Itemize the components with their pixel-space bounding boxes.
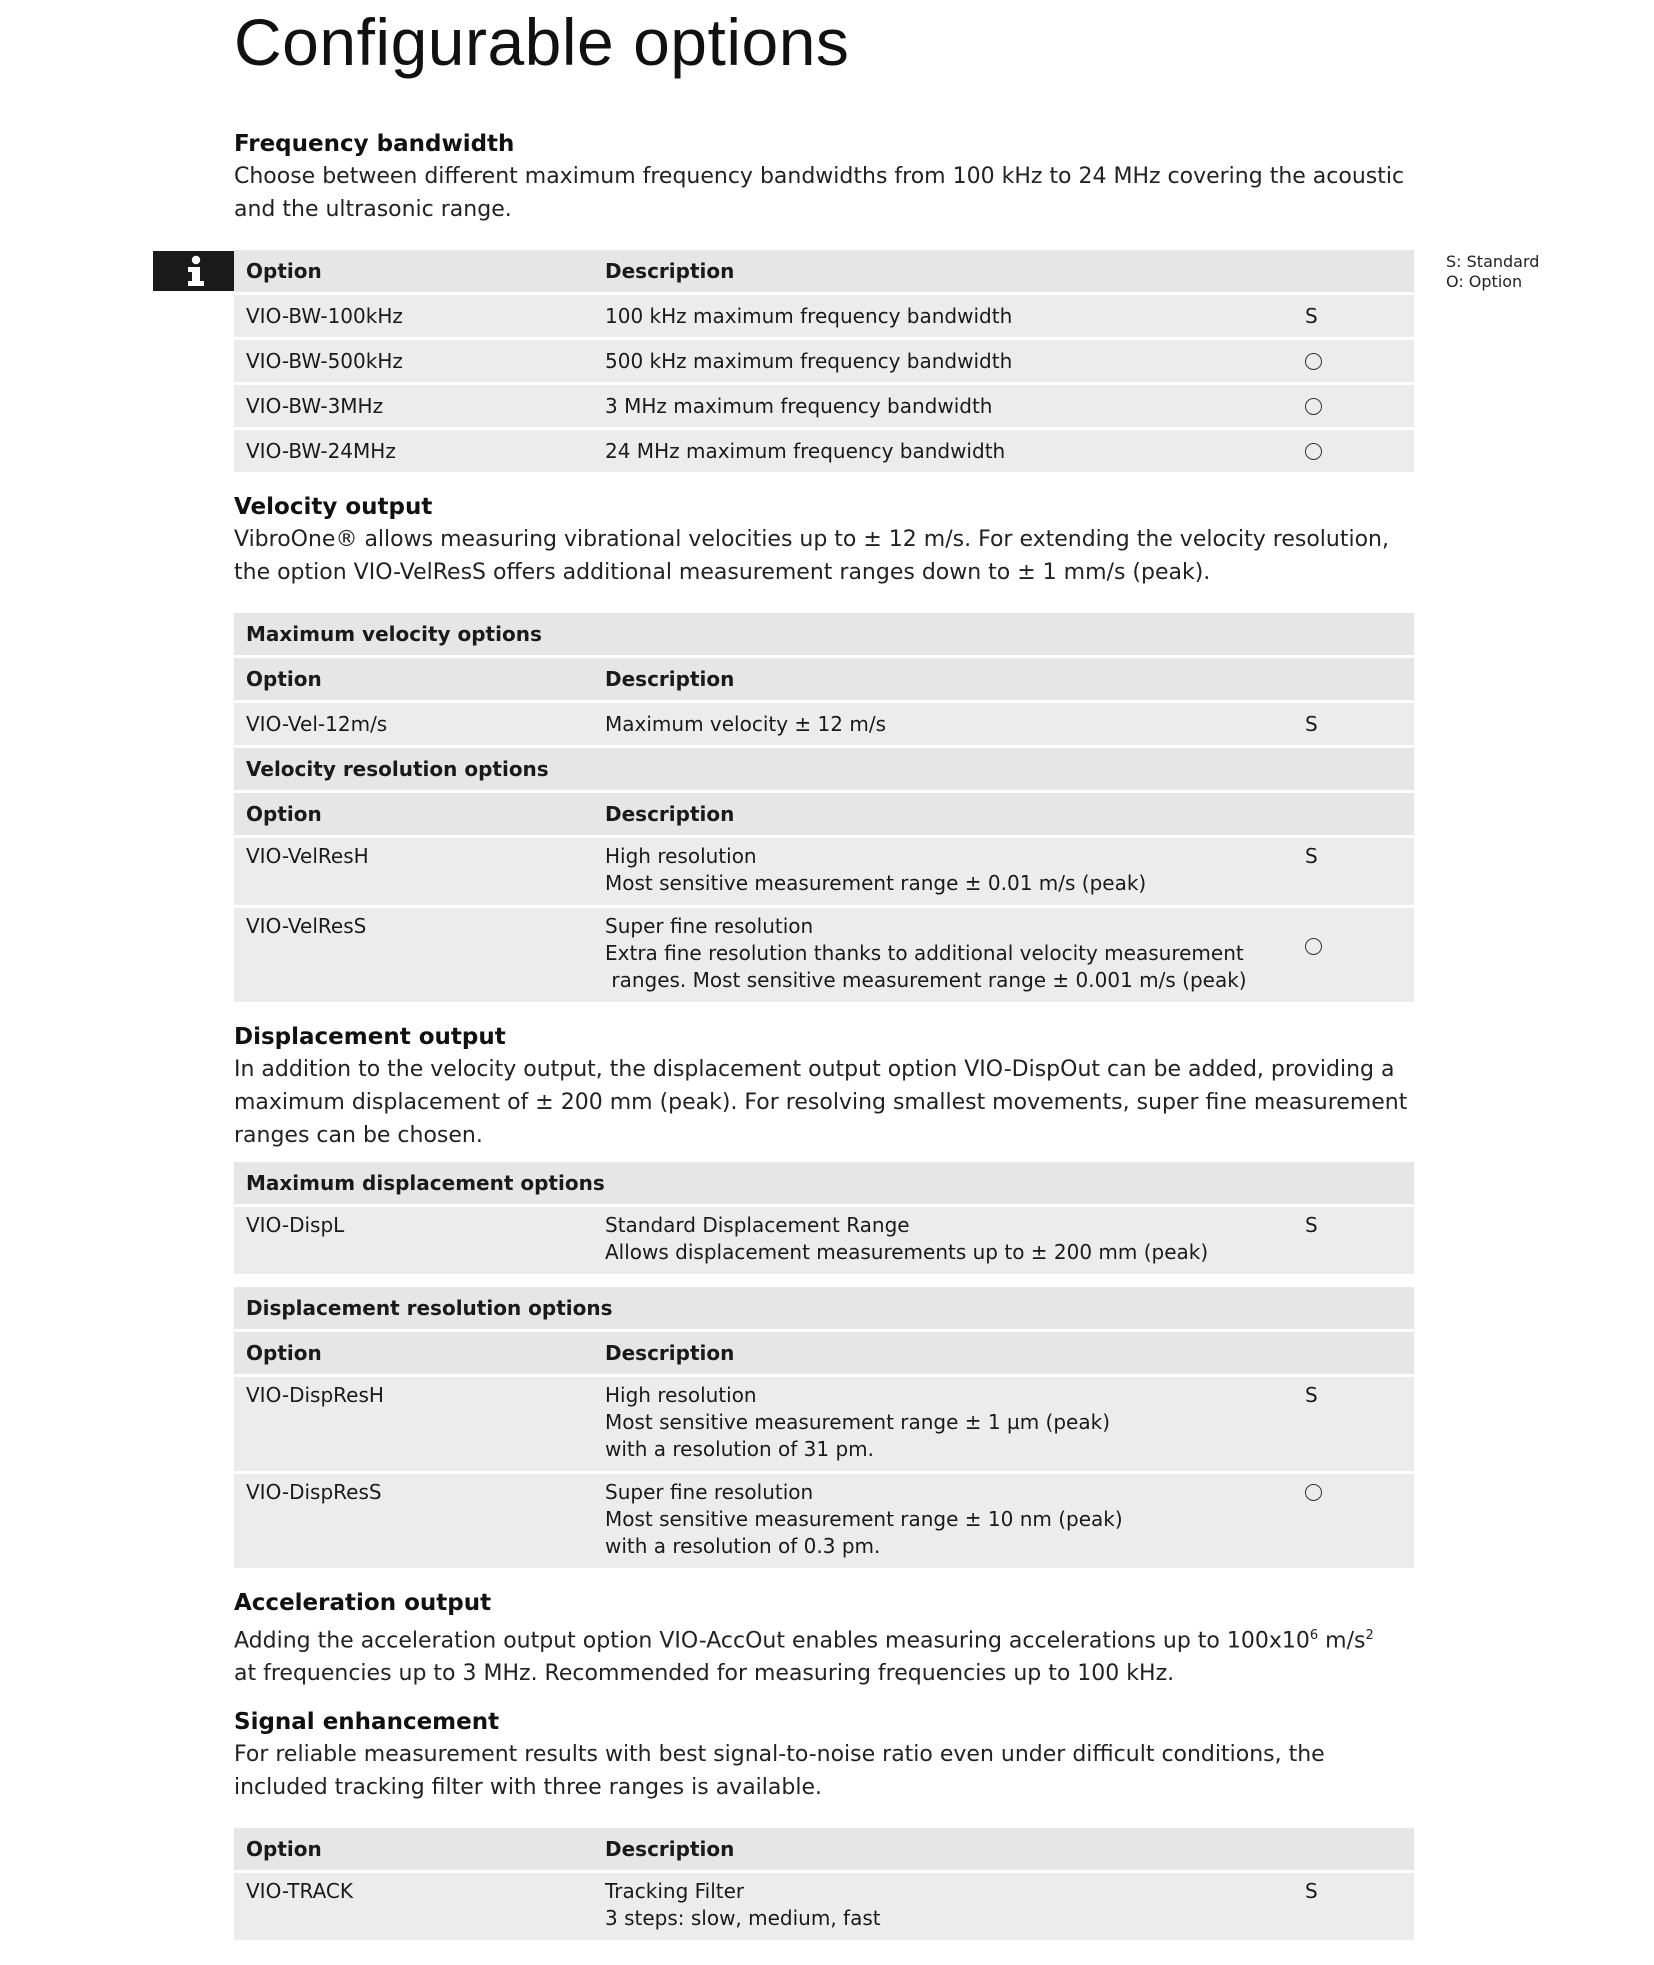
info-badge xyxy=(153,251,236,291)
option-code: VIO-BW-3MHz xyxy=(246,394,384,418)
table-row xyxy=(234,1207,1414,1277)
option-code: VIO-Vel-12m/s xyxy=(246,712,388,736)
table-row xyxy=(234,908,1414,1005)
option-code: VIO-DispL xyxy=(246,1213,345,1237)
option-code: VIO-VelResH xyxy=(246,844,369,868)
description-line: Most sensitive measurement range ± 10 nm (peak) xyxy=(605,1507,1123,1531)
option-description: 500 kHz maximum frequency bandwidth xyxy=(605,349,1013,373)
option-description xyxy=(605,1479,1305,1560)
option-code: VIO-BW-500kHz xyxy=(246,349,403,373)
col-description-header: Description xyxy=(605,1341,735,1365)
description-line: High resolution xyxy=(605,844,757,868)
table-row xyxy=(234,838,1414,908)
standard-flag: S xyxy=(1305,1383,1318,1407)
table-header xyxy=(234,658,1414,703)
table-header xyxy=(234,793,1414,838)
table-row xyxy=(234,1873,1414,1943)
option-code: VIO-DispResS xyxy=(246,1480,382,1504)
col-option-header: Option xyxy=(246,1341,322,1365)
info-icon xyxy=(181,254,211,288)
legend xyxy=(1446,252,1539,292)
signal-heading: Signal enhancement xyxy=(234,1709,500,1736)
displacement-resolution-group: Displacement resolution options xyxy=(234,1287,1414,1332)
standard-flag: S xyxy=(1305,1213,1318,1237)
standard-flag: S xyxy=(1305,712,1318,736)
col-description-header: Description xyxy=(605,259,735,283)
table-header xyxy=(234,1828,1414,1873)
description-line: Super fine resolution xyxy=(605,1480,814,1504)
legend-standard: S: Standard xyxy=(1446,252,1540,271)
option-description xyxy=(605,843,1305,897)
frequency-heading: Frequency bandwidth xyxy=(234,131,515,157)
col-option-header: Option xyxy=(246,259,322,283)
description-line: Super fine resolution xyxy=(605,914,814,938)
description-line: Extra fine resolution thanks to additional velocity measurement xyxy=(605,941,1244,965)
option-description xyxy=(605,1878,1305,1932)
frequency-text: Choose between different maximum frequency bandwidths from 100 kHz to 24 MHz covering the acoustic and the ultrasonic range. xyxy=(234,164,1405,222)
velocity-table xyxy=(234,613,1414,1005)
max-displacement-group: Maximum displacement options xyxy=(234,1162,1414,1207)
table-row xyxy=(234,385,1414,430)
option-description: Maximum velocity ± 12 m/s xyxy=(605,712,886,736)
col-option-header: Option xyxy=(246,802,322,826)
description-line: Allows displacement measurements up to ± 200 mm (peak) xyxy=(605,1240,1209,1264)
option-circle-icon xyxy=(1305,398,1322,415)
col-option-header: Option xyxy=(246,1837,322,1862)
frequency-table xyxy=(234,250,1414,475)
option-code: VIO-VelResS xyxy=(246,914,367,938)
option-flag xyxy=(1305,340,1414,382)
table-row xyxy=(234,1377,1414,1474)
table-row xyxy=(234,430,1414,475)
option-code: VIO-DispResH xyxy=(246,1383,384,1407)
description-line: Tracking Filter xyxy=(605,1879,745,1904)
option-circle-icon xyxy=(1305,443,1322,460)
col-description-header: Description xyxy=(605,667,735,691)
description-line: ranges. Most sensitive measurement range ± 0.001 m/s (peak) xyxy=(605,968,1247,992)
option-circle-icon xyxy=(1305,353,1322,370)
col-description-header: Description xyxy=(605,1837,735,1862)
table-row xyxy=(234,295,1414,340)
velocity-resolution-group: Velocity resolution options xyxy=(234,748,1414,793)
option-circle-icon xyxy=(1305,1484,1322,1501)
option-flag xyxy=(1305,430,1414,472)
option-description: 100 kHz maximum frequency bandwidth xyxy=(605,304,1013,328)
displacement-heading: Displacement output xyxy=(234,1024,506,1050)
legend-option: O: Option xyxy=(1446,272,1523,291)
col-option-header: Option xyxy=(246,667,322,691)
option-description: 24 MHz maximum frequency bandwidth xyxy=(605,439,1006,463)
option-code: VIO-BW-100kHz xyxy=(246,304,403,328)
table-row xyxy=(234,1474,1414,1571)
description-line: with a resolution of 31 pm. xyxy=(605,1437,875,1461)
option-code: VIO-BW-24MHz xyxy=(246,439,396,463)
content xyxy=(234,128,1414,1943)
velocity-text: VibroOne® allows measuring vibrational velocities up to ± 12 m/s. For extending the velocity resolution, the option VIO-VelResS offers additional measurement ranges down to ± 1 mm/s (peak). xyxy=(234,527,1389,585)
option-description xyxy=(605,1212,1305,1266)
description-line: 3 steps: slow, medium, fast xyxy=(605,1906,881,1931)
standard-flag: S xyxy=(1305,304,1318,328)
table-header xyxy=(234,250,1414,295)
max-velocity-group: Maximum velocity options xyxy=(234,613,1414,658)
page-title: Configurable options xyxy=(234,5,850,79)
option-description xyxy=(605,913,1305,994)
col-description-header: Description xyxy=(605,802,735,826)
option-description: 3 MHz maximum frequency bandwidth xyxy=(605,394,993,418)
acceleration-text: Adding the acceleration output option VIO-AccOut enables measuring accelerations up to $100x10^6$ $m/s^2$ at frequencies up to 3 MHz. Recommended for measuring frequencies up to 100 kHz. xyxy=(234,1628,1374,1687)
displacement-res-table xyxy=(234,1287,1414,1571)
option-flag xyxy=(1305,385,1414,427)
acceleration-heading: Acceleration output xyxy=(234,1590,492,1616)
description-line: Standard Displacement Range xyxy=(605,1213,910,1237)
description-line: with a resolution of 0.3 pm. xyxy=(605,1534,881,1558)
description-line: High resolution xyxy=(605,1383,757,1407)
option-flag xyxy=(1305,1479,1414,1506)
signal-text: For reliable measurement results with best signal-to-noise ratio even under difficult conditions, the included tracking filter with three ranges is available. xyxy=(234,1742,1325,1801)
description-line: Most sensitive measurement range ± 0.01 m/s (peak) xyxy=(605,871,1147,895)
standard-flag: S xyxy=(1305,844,1318,868)
signal-table xyxy=(234,1828,1414,1943)
option-circle-icon xyxy=(1305,938,1322,955)
table-row xyxy=(234,703,1414,748)
table-header xyxy=(234,1332,1414,1377)
table-row xyxy=(234,340,1414,385)
option-code: VIO-TRACK xyxy=(246,1879,353,1904)
option-description xyxy=(605,1382,1305,1463)
standard-flag: S xyxy=(1305,1879,1318,1904)
displacement-text: In addition to the velocity output, the displacement output option VIO-DispOut can be added, providing a maximum displacement of ± 200 mm (peak). For resolving smallest movements, super fine measurement ranges can be chosen. xyxy=(234,1057,1408,1148)
option-flag xyxy=(1305,913,1414,960)
description-line: Most sensitive measurement range ± 1 µm (peak) xyxy=(605,1410,1110,1434)
displacement-max-table xyxy=(234,1162,1414,1277)
velocity-heading: Velocity output xyxy=(234,494,433,520)
